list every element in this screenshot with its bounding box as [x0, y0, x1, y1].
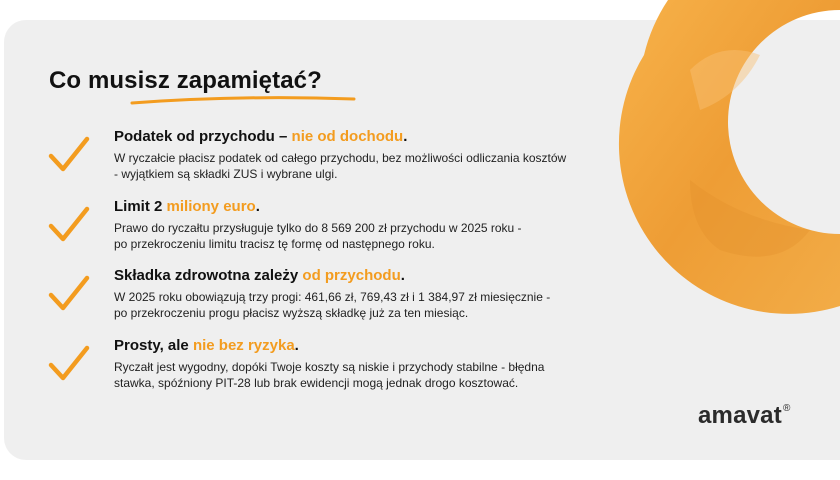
page-title: Co musisz zapamiętać?	[49, 67, 322, 94]
item-description: W ryczałcie płacisz podatek od całego przychodu, bez możliwości odliczania kosztów - wyjątkiem są składki ZUS i wybrane ulgi.	[114, 151, 567, 181]
item-heading: Prosty, ale nie bez ryzyka.	[114, 337, 299, 354]
check-icon	[48, 343, 90, 383]
check-icon	[48, 134, 90, 174]
item-description: Prawo do ryczałtu przysługuje tylko do 8 569 200 zł przychodu w 2025 roku - po przekroczeniu limitu tracisz tę formę od następnego roku.	[114, 221, 522, 251]
check-icon	[48, 204, 90, 244]
item-description: Ryczałt jest wygodny, dopóki Twoje koszty są niskie i przychody stabilne - błędna stawka, spóźniony PIT-28 lub brak ewidencji mogą jednak drogo kosztować.	[114, 360, 545, 390]
item-heading: Limit 2 miliony euro.	[114, 198, 260, 215]
item-heading: Składka zdrowotna zależy od przychodu.	[114, 267, 405, 284]
check-icon	[48, 273, 90, 313]
title-underline	[130, 92, 356, 106]
item-description: W 2025 roku obowiązują trzy progi: 461,66 zł, 769,43 zł i 1 384,97 zł miesięcznie - po przekroczeniu progu płacisz wyższą składkę już za ten miesiąc.	[114, 290, 551, 320]
item-heading: Podatek od przychodu – nie od dochodu.	[114, 128, 408, 145]
brand-logo: amavat®	[698, 402, 791, 429]
